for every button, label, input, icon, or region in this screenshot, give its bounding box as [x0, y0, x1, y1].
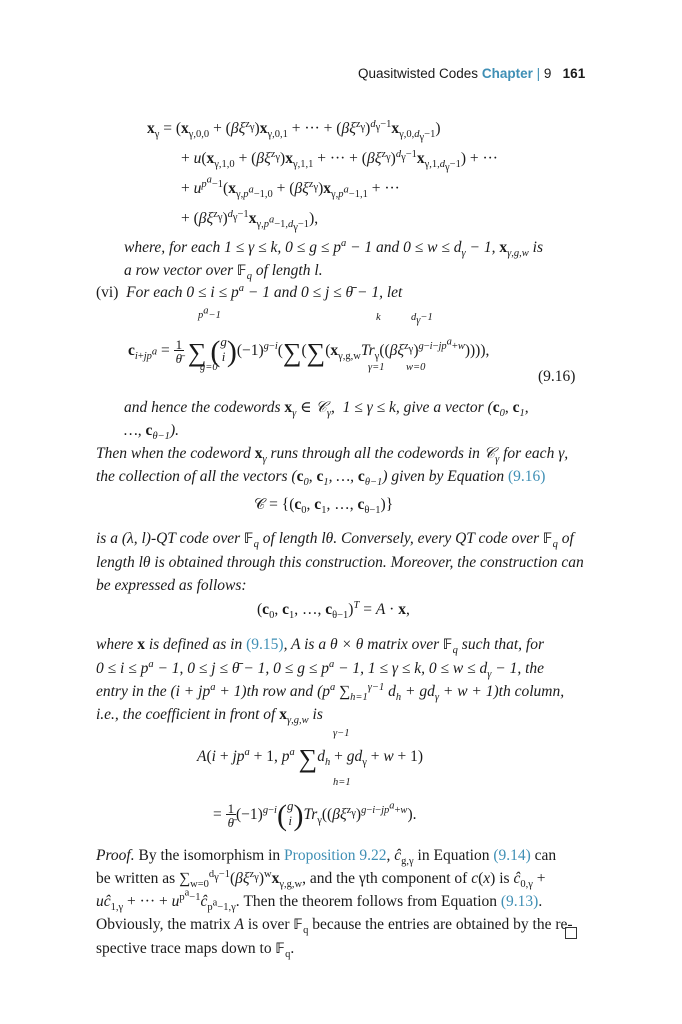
equation-number: (9.16) — [538, 368, 576, 385]
given-by-text: given by Equation — [391, 468, 505, 485]
and-the-text: and the — [309, 870, 356, 887]
code-set-equation: 𝒞 = {($c_0$, $c_1$, …, $c_{\theta-1}$)} — [254, 496, 394, 517]
ref-9-16[interactable]: (9.16) — [508, 468, 546, 485]
ref-9-13[interactable]: (9.13) — [500, 893, 539, 910]
proof-label: Proof. — [96, 847, 135, 864]
ref-9-15[interactable]: (9.15) — [246, 636, 284, 653]
where-text: where, for each — [124, 239, 221, 256]
th-component-text: th component of — [365, 870, 468, 887]
qt-code-paragraph: is a (λ, l)-QT code over 𝔽$_q$ of length lθ. Conversely, every QT code over 𝔽$_q$ of length lθ is obtained through this construction. Moreover, the construction can be expressed as follows: — [96, 530, 584, 594]
ref-proposition-9-22[interactable]: Proposition 9.22 — [284, 847, 387, 864]
spective-text: spective trace maps down to — [96, 940, 272, 957]
where-clause: where, for each 1 ≤ γ ≤ k, $0 \le g \le p^a - 1$ and $0 \le w \le d_\gamma - 1$, $x_{\gamma,g,w}$ is a row vector over 𝔽$_q$ of length l. — [124, 237, 544, 283]
for-each-gamma-text: for each — [503, 445, 555, 462]
running-header — [358, 66, 585, 81]
collection-text: the collection of all the vectors — [96, 468, 288, 485]
is-over-text: is over — [247, 916, 290, 933]
is-text: is — [312, 706, 323, 723]
th-row-text: th row and — [246, 683, 314, 700]
of-length-text: of length — [262, 530, 318, 547]
qed-square — [565, 927, 577, 939]
item-vi-label: (vi) — [96, 284, 119, 301]
by-iso-text: By the isomorphism in — [138, 847, 281, 864]
qt-code-text: -QT code over — [150, 530, 241, 547]
proof-paragraph: Proof. By the isomorphism in Proposition 9.22, $ĉ_{g,\gamma}$ in Equation (9.14) can be written as $\sum_{w=0}^{d_\gamma-1}(\beta\xi^{z_\gamma})^wx_{\gamma,g,w}$, and the γth component of c(x) is $ĉ_{0,\gamma}$ + $uĉ_{1,\gamma}$ + ··· + $u^{p^a-1}ĉ_{p^a-1,\gamma}$. Then the theorem follows from Equation (9.13). Obviously, the matrix A is over 𝔽$_q$ because the entries are obtained by the re- spective trace maps down to 𝔽$_q$. — [96, 847, 573, 961]
matrix-definition-paragraph: where x is defined as in (9.15), A is a θ × θ matrix over 𝔽$_q$ such that, for $0 \le i \le p^a - 1$, 0 ≤ j ≤ θ̄ − 1, $0 \le g \le p^a - 1$, 1 ≤ γ ≤ k, $0 \le w \le d_\gamma - 1$, the entry in the $(i + jp^a + 1)th$ row and ($p^a$ $\sum_{h=1}^{\gamma-1}$ $d_h + gd_\gamma + w + 1)th$ column, i.e., the coefficient in front of $x_{\gamma,g,w}$ is — [96, 636, 565, 727]
is2-text: is — [499, 870, 510, 887]
ie-text: i.e., the coefficient in front of — [96, 706, 276, 723]
runs-text: runs through all the codewords in — [270, 445, 480, 462]
equation-line-3: + $u^{p^a-1}(x_{\gamma,p^a-1,0} + (\beta\xi^{z_\gamma})x_{\gamma,p^a-1,1}$ + ··· — [181, 174, 400, 201]
obtained-text: is obtained through this construction. Moreover, the construction can — [154, 554, 584, 571]
header-chapter: Chapter — [481, 66, 533, 81]
obviously-text: Obviously, the matrix — [96, 916, 231, 933]
equation-line-1: $x_\gamma = (x_{\gamma,0,0} + (\beta\xi^{z_\gamma})x_{\gamma,0,1}$ + ··· + $(\beta\xi^{z_\gamma})^{d_\gamma-1}x_{\gamma,0,d_\gamma-1}$) — [147, 118, 441, 144]
matrix-entry-value: = $\frac{1}{\thetā}(-1)^{g-i}(g$ $i)Tr_\gamma((\beta\xi^{z_\gamma})^{g-i-jp^a+w})$. — [213, 798, 417, 832]
matrix-over-text: matrix over — [367, 636, 440, 653]
because-text: because the entries are obtained by the re- — [312, 916, 573, 933]
is-a-matrix-text: is a — [304, 636, 327, 653]
give-text: give a vector — [403, 399, 484, 416]
item-vi: (vi) For each $0 \le i \le p^a - 1$ and 0 ≤ j ≤ θ̄ − 1, let — [96, 282, 403, 301]
header-title: Quasitwisted Codes — [358, 66, 479, 81]
entry-in-text: entry in the — [96, 683, 167, 700]
row-vector-text: a row vector over — [124, 262, 234, 279]
expressed-text: be expressed as follows: — [96, 577, 247, 594]
for-each-text: For each — [126, 284, 183, 301]
in-equation-text: in Equation — [417, 847, 490, 864]
header-chapter-number: 9 — [543, 66, 552, 81]
and-hence-clause: and hence the codewords $x_\gamma$ ∈ 𝒞$_\gamma$, 1 ≤ γ ≤ k, give a vector ($c_0$, $c_1$, …, $c_{\theta-1}$). — [124, 399, 529, 443]
th-col-text: th column, — [498, 683, 565, 700]
can-text: can — [534, 847, 557, 864]
page-number: 161 — [562, 66, 586, 81]
is-defined-text: is defined as in — [148, 636, 243, 653]
conversely-text: Conversely, every QT code over — [341, 530, 540, 547]
ref-9-14[interactable]: (9.14) — [493, 847, 531, 864]
the-text: the — [525, 660, 545, 677]
then-theorem-text: . Then the theorem follows from Equation — [235, 893, 498, 910]
such-that-text: such that, for — [461, 636, 545, 653]
then-when-text: Then when the codeword — [96, 445, 251, 462]
header-separator: | — [536, 66, 541, 81]
where-x-text: where — [96, 636, 134, 653]
equation-line-4: + $(\beta\xi^{z_\gamma})^{d_\gamma-1}x_{\gamma,p^a-1,d_\gamma-1}$), — [181, 208, 319, 234]
and-hence-text: and hence the codewords — [124, 399, 281, 416]
then-when-paragraph: Then when the codeword $x_\gamma$ runs through all the codewords in 𝒞$_\gamma$ for each γ, the collection of all the vectors ($c_0$, $c_1$, …, $c_{\theta-1}$) given by Equation (9.16) — [96, 445, 569, 489]
is-a-text: is a — [96, 530, 118, 547]
matrix-equation: ($c_0$, $c_1$, …, $c_{\theta-1})^T = A \cdot x$, — [257, 599, 410, 622]
equation-line-2: + $u(x_{\gamma,1,0} + (\beta\xi^{z_\gamma})x_{\gamma,1,1}$ + ··· + $(\beta\xi^{z_\gamma})^{d_\gamma-1}x_{\gamma,1,d_\gamma-1}$) + ··· — [181, 148, 498, 174]
be-written-text: be written as — [96, 870, 176, 887]
